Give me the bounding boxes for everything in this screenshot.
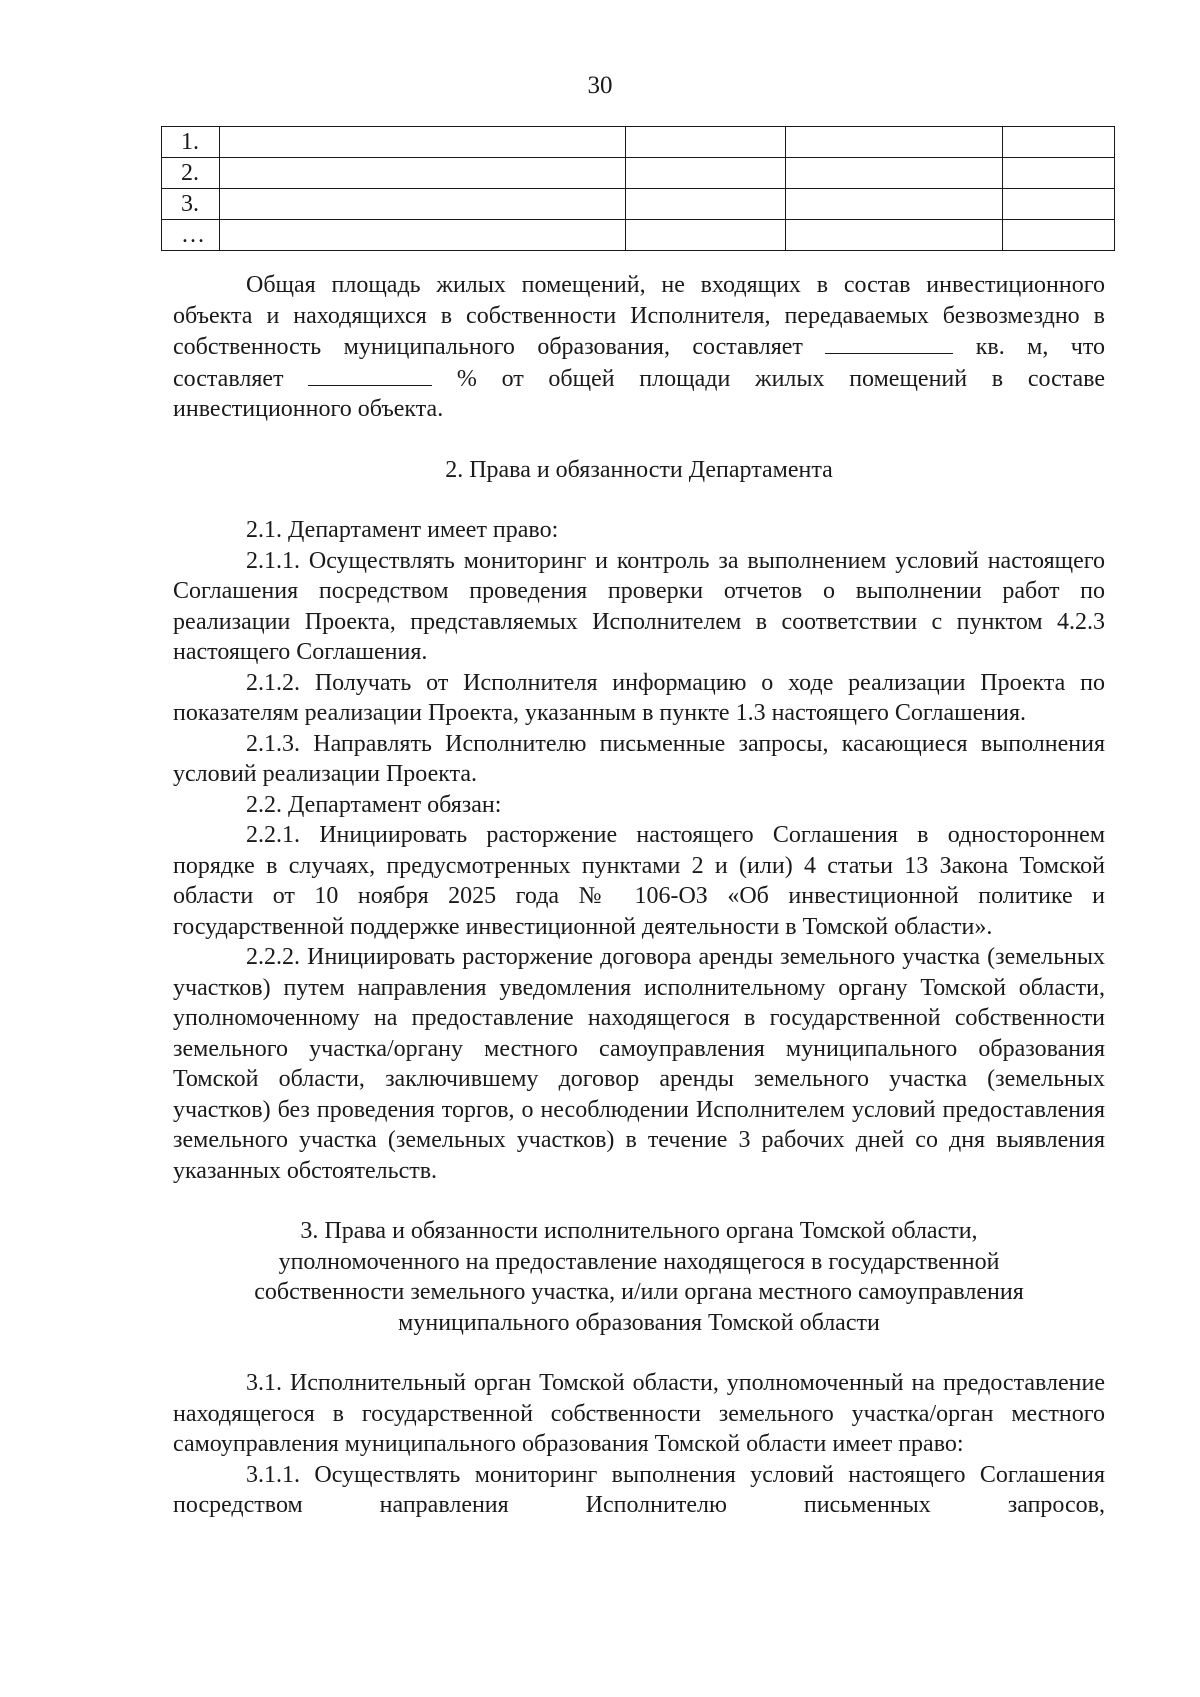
document-body — [173, 270, 1105, 1521]
empty-cell — [1003, 189, 1115, 220]
empty-cell — [786, 220, 1003, 251]
investment-object-table — [161, 126, 1115, 251]
area-blank-field — [825, 331, 953, 354]
empty-cell — [626, 220, 786, 251]
empty-cell — [786, 158, 1003, 189]
row-number-cell: … — [162, 220, 220, 251]
intro-text-c: % от общей площади жилых помещений в составе инвестиционного объекта. — [173, 365, 1105, 422]
empty-cell — [786, 189, 1003, 220]
empty-cell — [220, 220, 626, 251]
clause-2-2-1: 2.2.1. Инициировать расторжение настоящего Соглашения в одностороннем порядке в случаях, предусмотренных пунктами 2 и (или) 4 статьи 13 Закона Томской области от 10 ноября 2025 года № 106-ОЗ «Об инвестиционной политике и государственной поддержке инвестиционной деятельности в Томской области». — [173, 822, 1105, 940]
row-number-cell: 2. — [162, 158, 220, 189]
empty-cell — [786, 127, 1003, 158]
empty-cell — [626, 158, 786, 189]
percent-blank-field — [308, 363, 432, 386]
table-row — [162, 189, 1115, 220]
clause-3-1-1: 3.1.1. Осуществлять мониторинг выполнения условий настоящего Соглашения посредством направления Исполнителю письменных запросов, — [173, 1461, 1105, 1518]
page-number: 30 — [587, 72, 613, 99]
clause-2-1-1: 2.1.1. Осуществлять мониторинг и контроль за выполнением условий настоящего Соглашения посредством проведения проверки отчетов о выполнении работ по реализации Проекта, представляемых Исполнителем в соответствии с пунктом 4.2.3 настоящего Соглашения. — [173, 547, 1105, 665]
row-number-cell: 1. — [162, 127, 220, 158]
empty-cell — [626, 127, 786, 158]
clause-2-1-2: 2.1.2. Получать от Исполнителя информацию о ходе реализации Проекта по показателям реализации Проекта, указанным в пункте 1.3 настоящего Соглашения. — [173, 669, 1105, 726]
clause-2-2: 2.2. Департамент обязан: — [246, 791, 502, 818]
row-number-cell: 3. — [162, 189, 220, 220]
empty-cell — [1003, 158, 1115, 189]
intro-paragraph — [173, 270, 1105, 425]
empty-cell — [220, 189, 626, 220]
clause-2-2-2: 2.2.2. Инициировать расторжение договора аренды земельного участка (земельных участков) путем направления уведомления исполнительному органу Томской области, уполномоченному на предоставление находящегося в государственной собственности земельного участка/органу местного самоуправления муниципального образования Томской области, заключившему договор аренды земельного участка (земельных участков) без проведения торгов, о несоблюдении Исполнителем условий предоставления земельного участка (земельных участков) в течение 3 рабочих дней со дня выявления указанных обстоятельств. — [173, 944, 1105, 1184]
clause-3-1: 3.1. Исполнительный орган Томской области, уполномоченный на предоставление находящегося в государственной собственности земельного участка/орган местного самоуправления муниципального образования Томской области имеет право: — [173, 1370, 1105, 1457]
section-2-heading: 2. Права и обязанности Департамента — [445, 456, 833, 483]
intro-text-a: Общая площадь жилых помещений, не входящих в состав инвестиционного объекта и находящихся в собственности Исполнителя, передаваемых безвозмездно в собственность муниципального образования, составляет — [173, 272, 1105, 360]
section-3-heading-line: собственности земельного участка, и/или органа местного самоуправления — [254, 1279, 1024, 1305]
clause-2-1: 2.1. Департамент имеет право: — [246, 517, 559, 543]
section-3-heading-line: уполномоченного на предоставление находящегося в государственной — [278, 1248, 1000, 1275]
empty-cell — [626, 189, 786, 220]
empty-cell — [220, 127, 626, 158]
table-row — [162, 220, 1115, 251]
table-row — [162, 127, 1115, 158]
intro-text-b: кв. м, что составляет — [173, 334, 1106, 392]
section-3-heading-line: муниципального образования Томской области — [398, 1309, 880, 1336]
empty-cell — [220, 158, 626, 189]
empty-cell — [1003, 220, 1115, 251]
empty-cell — [1003, 127, 1115, 158]
section-3-heading — [173, 1216, 1105, 1338]
section-3-heading-line: 3. Права и обязанности исполнительного органа Томской области, — [300, 1218, 978, 1244]
clause-2-1-3: 2.1.3. Направлять Исполнителю письменные запросы, касающиеся выполнения условий реализации Проекта. — [173, 730, 1105, 787]
table-row — [162, 158, 1115, 189]
